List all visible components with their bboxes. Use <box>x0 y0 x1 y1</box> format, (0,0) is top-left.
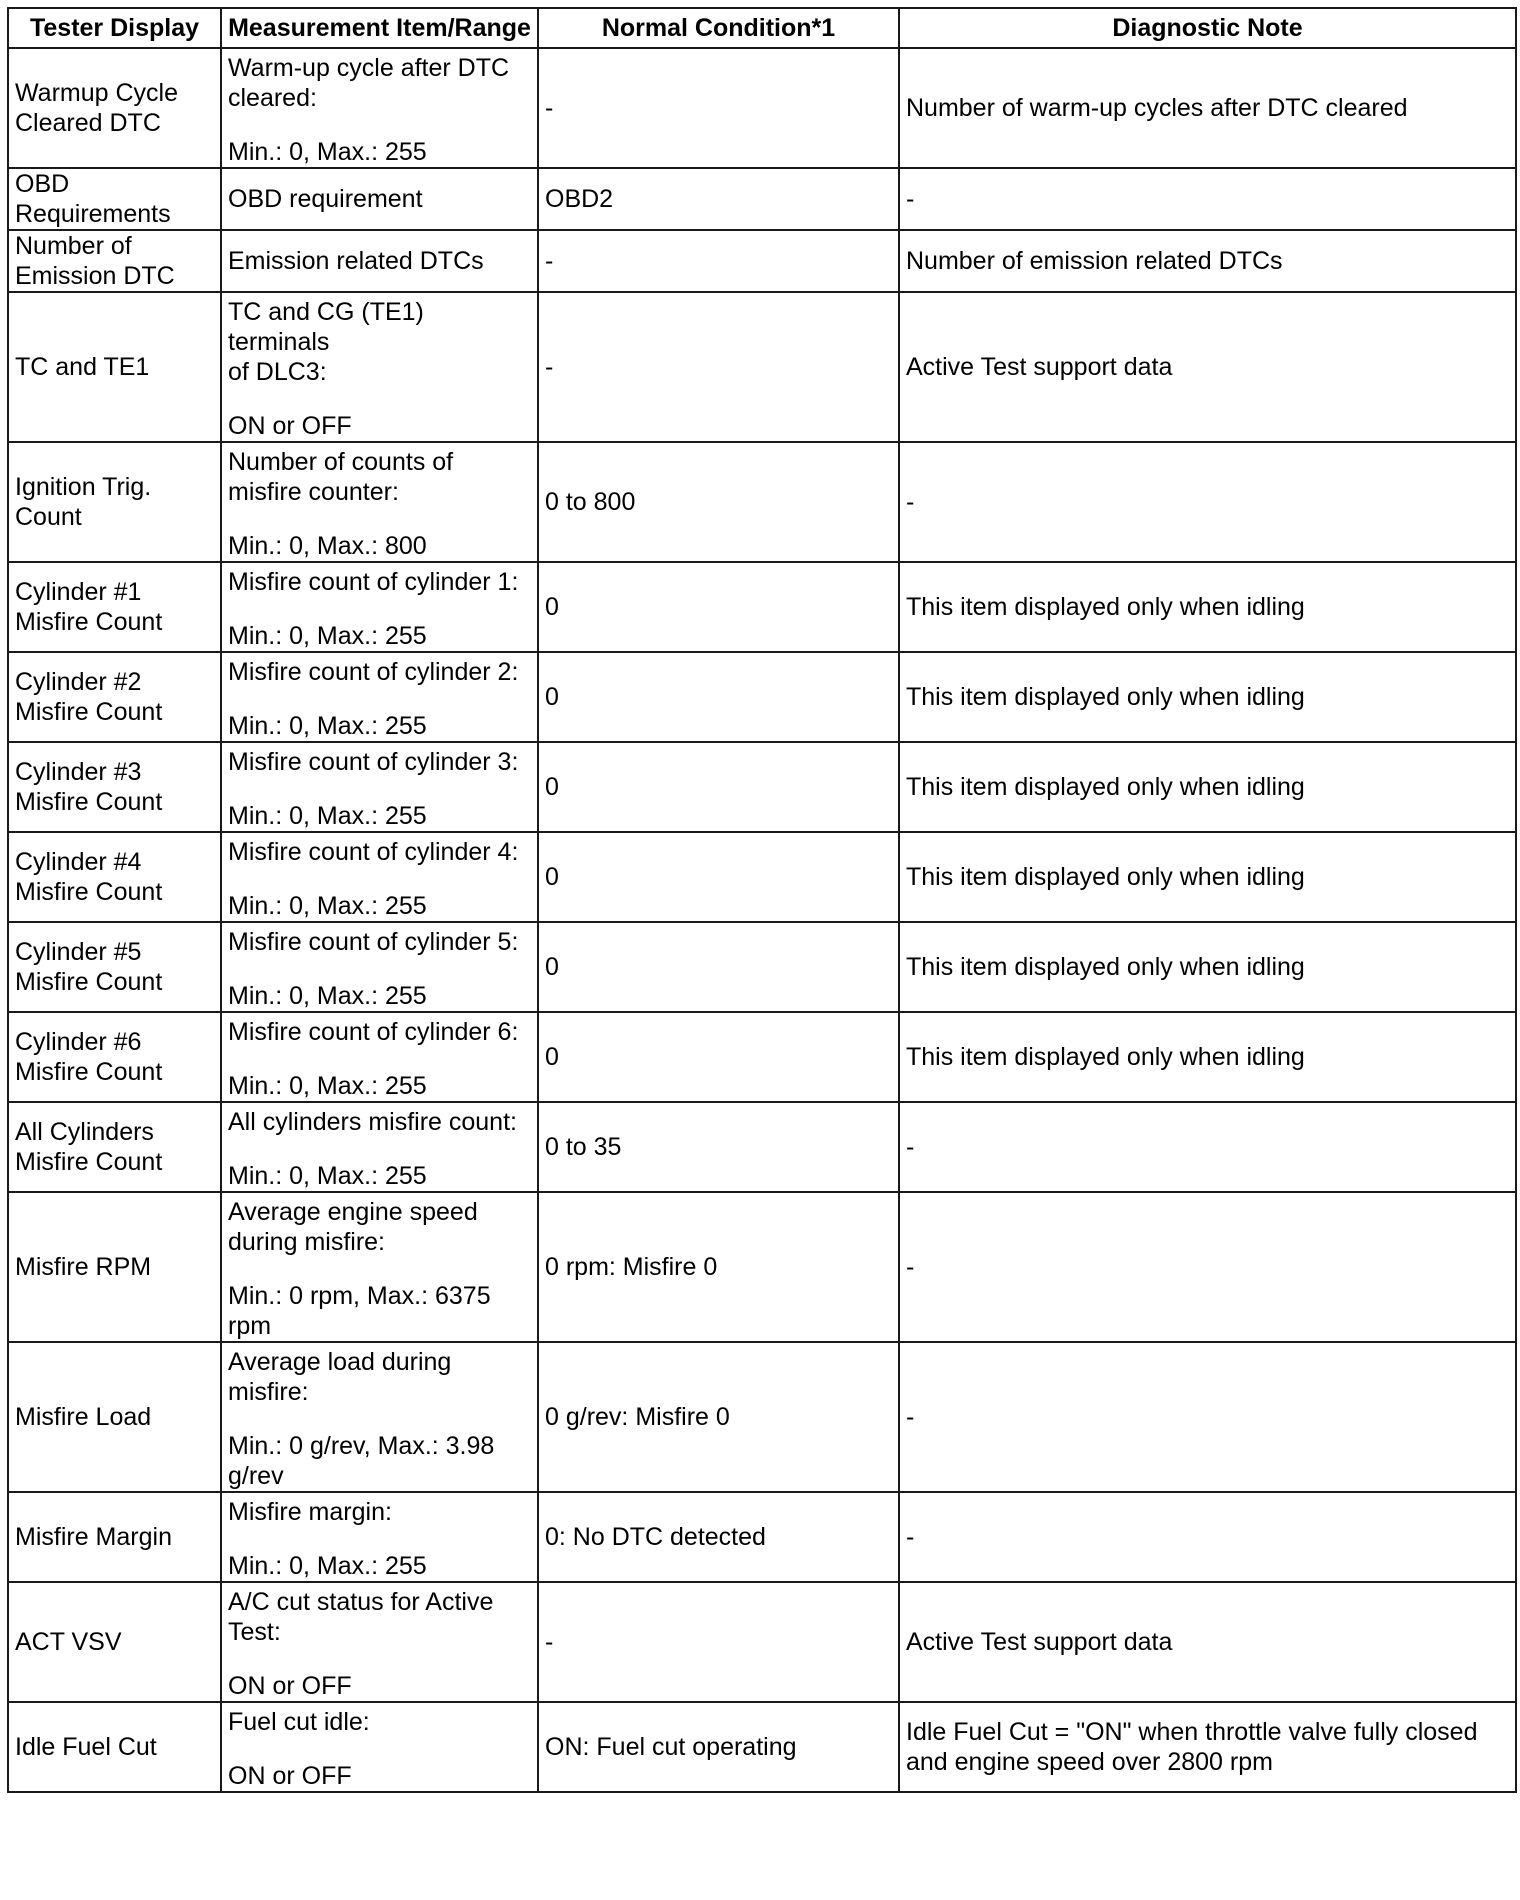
table-body <box>8 48 1516 1792</box>
cell-text-line: This item displayed only when idling <box>906 1043 1305 1071</box>
cell-text-line: OBD requirement <box>228 185 423 213</box>
cell-text-line: misfire: <box>228 1378 309 1406</box>
cell-text-line: This item displayed only when idling <box>906 953 1305 981</box>
cell-text-line: Misfire count of cylinder 6: <box>228 1018 519 1046</box>
cell-measurement-item <box>221 1492 538 1582</box>
cell-normal-condition <box>538 652 899 742</box>
header-diagnostic-note: Diagnostic Note <box>899 8 1516 48</box>
cell-text-line: OBD2 <box>545 185 614 213</box>
cell-text-line: Warm-up cycle after DTC <box>228 54 510 82</box>
cell-text-line: - <box>906 488 915 516</box>
cell-tester-display <box>8 1102 221 1192</box>
cell-tester-display <box>8 292 221 442</box>
cell-text-line: Warmup Cycle <box>15 79 178 107</box>
cell-spacer <box>228 1407 531 1431</box>
cell-diagnostic-note <box>899 442 1516 562</box>
cell-text-line: Emission related DTCs <box>228 247 484 275</box>
cell-tester-display <box>8 832 221 922</box>
table-row <box>8 742 1516 832</box>
cell-text-line: Average load during <box>228 1348 452 1376</box>
cell-measurement-item <box>221 442 538 562</box>
table-row <box>8 48 1516 168</box>
table-row <box>8 652 1516 742</box>
cell-text-line: rpm <box>228 1312 272 1340</box>
cell-text-line: Min.: 0, Max.: 255 <box>228 1072 427 1100</box>
cell-text-line: Misfire count of cylinder 1: <box>228 568 519 596</box>
cell-text-line: - <box>906 185 915 213</box>
table-row <box>8 292 1516 442</box>
cell-spacer <box>228 1137 531 1161</box>
cell-text-line: Count <box>15 503 82 531</box>
cell-normal-condition <box>538 1012 899 1102</box>
cell-text-line: ON or OFF <box>228 412 352 440</box>
cell-tester-display <box>8 442 221 562</box>
cell-measurement-item <box>221 1102 538 1192</box>
cell-text-line: This item displayed only when idling <box>906 683 1305 711</box>
cell-text-line: of DLC3: <box>228 358 327 386</box>
cell-text-line: 0 <box>545 593 559 621</box>
cell-measurement-item <box>221 742 538 832</box>
cell-spacer <box>228 1257 531 1281</box>
cell-normal-condition <box>538 562 899 652</box>
cell-text-line: Idle Fuel Cut <box>15 1733 157 1761</box>
cell-text-line: - <box>906 1523 915 1551</box>
cell-diagnostic-note <box>899 922 1516 1012</box>
cell-normal-condition <box>538 1102 899 1192</box>
table-row <box>8 1192 1516 1342</box>
cell-text-line: Average engine speed <box>228 1198 478 1226</box>
cell-text-line: Min.: 0, Max.: 255 <box>228 982 427 1010</box>
cell-diagnostic-note <box>899 1342 1516 1492</box>
cell-text-line: Cleared DTC <box>15 109 161 137</box>
header-tester-display: Tester Display <box>8 8 221 48</box>
cell-diagnostic-note <box>899 1192 1516 1342</box>
cell-text-line: Cylinder #4 <box>15 848 142 876</box>
cell-diagnostic-note <box>899 1492 1516 1582</box>
cell-spacer <box>228 1647 531 1671</box>
cell-text-line: Cylinder #5 <box>15 938 142 966</box>
cell-measurement-item <box>221 48 538 168</box>
cell-diagnostic-note <box>899 562 1516 652</box>
cell-tester-display <box>8 230 221 292</box>
cell-text-line: Cylinder #2 <box>15 668 142 696</box>
cell-text-line: Misfire count of cylinder 4: <box>228 838 519 866</box>
cell-normal-condition <box>538 230 899 292</box>
cell-normal-condition <box>538 442 899 562</box>
cell-text-line: Idle Fuel Cut = "ON" when throttle valve fully closed <box>906 1718 1478 1746</box>
cell-tester-display <box>8 1702 221 1792</box>
cell-text-line: ON or OFF <box>228 1762 352 1790</box>
cell-text-line: ACT VSV <box>15 1628 122 1656</box>
header-measurement-item: Measurement Item/Range <box>221 8 538 48</box>
cell-tester-display <box>8 922 221 1012</box>
cell-text-line: cleared: <box>228 84 317 112</box>
cell-spacer <box>228 597 531 621</box>
cell-text-line: Misfire RPM <box>15 1253 152 1281</box>
cell-normal-condition <box>538 1342 899 1492</box>
cell-text-line: Min.: 0, Max.: 800 <box>228 532 427 560</box>
cell-text-line: during misfire: <box>228 1228 385 1256</box>
cell-diagnostic-note <box>899 652 1516 742</box>
cell-text-line: This item displayed only when idling <box>906 773 1305 801</box>
cell-text-line: Number of warm-up cycles after DTC cleared <box>906 94 1408 122</box>
cell-text-line: All Cylinders <box>15 1118 154 1146</box>
cell-normal-condition <box>538 292 899 442</box>
cell-measurement-item <box>221 652 538 742</box>
table-row <box>8 1342 1516 1492</box>
cell-text-line: Cylinder #6 <box>15 1028 142 1056</box>
cell-text-line: Min.: 0, Max.: 255 <box>228 138 427 166</box>
cell-text-line: Misfire count of cylinder 3: <box>228 748 519 776</box>
data-list-table <box>7 7 1517 1793</box>
cell-normal-condition <box>538 832 899 922</box>
cell-normal-condition <box>538 742 899 832</box>
cell-tester-display <box>8 168 221 230</box>
cell-normal-condition <box>538 1582 899 1702</box>
cell-spacer <box>228 1527 531 1551</box>
cell-measurement-item <box>221 1702 538 1792</box>
cell-spacer <box>228 387 531 411</box>
cell-text-line: Cylinder #1 <box>15 578 142 606</box>
table-row <box>8 832 1516 922</box>
cell-text-line: 0 g/rev: Misfire 0 <box>545 1403 730 1431</box>
cell-normal-condition <box>538 48 899 168</box>
cell-text-line: Min.: 0 g/rev, Max.: 3.98 <box>228 1432 495 1460</box>
cell-text-line: 0 <box>545 683 559 711</box>
cell-measurement-item <box>221 230 538 292</box>
cell-text-line: 0 to 35 <box>545 1133 622 1161</box>
table-row <box>8 168 1516 230</box>
table-row <box>8 1702 1516 1792</box>
cell-spacer <box>228 1047 531 1071</box>
cell-diagnostic-note <box>899 742 1516 832</box>
cell-diagnostic-note <box>899 292 1516 442</box>
cell-text-line: Misfire Count <box>15 968 163 996</box>
table-row <box>8 230 1516 292</box>
cell-text-line: - <box>906 1133 915 1161</box>
cell-text-line: Misfire Count <box>15 608 163 636</box>
table-row <box>8 1582 1516 1702</box>
cell-text-line: Emission DTC <box>15 262 175 290</box>
cell-normal-condition <box>538 1702 899 1792</box>
cell-text-line: All cylinders misfire count: <box>228 1108 517 1136</box>
cell-tester-display <box>8 1192 221 1342</box>
cell-spacer <box>228 687 531 711</box>
cell-text-line: TC and TE1 <box>15 353 150 381</box>
cell-diagnostic-note <box>899 1102 1516 1192</box>
cell-text-line: Number of <box>15 232 132 260</box>
cell-text-line: Number of emission related DTCs <box>906 247 1283 275</box>
cell-normal-condition <box>538 1492 899 1582</box>
data-list-table-container <box>7 7 1515 1793</box>
cell-text-line: misfire counter: <box>228 478 399 506</box>
cell-measurement-item <box>221 168 538 230</box>
cell-text-line: TC and CG (TE1) terminals <box>228 298 424 356</box>
cell-diagnostic-note <box>899 230 1516 292</box>
cell-spacer <box>228 507 531 531</box>
cell-text-line: Number of counts of <box>228 448 454 476</box>
cell-text-line: 0: No DTC detected <box>545 1523 766 1551</box>
cell-text-line: Min.: 0, Max.: 255 <box>228 622 427 650</box>
cell-text-line: - <box>545 247 554 275</box>
cell-diagnostic-note <box>899 1582 1516 1702</box>
cell-measurement-item <box>221 1192 538 1342</box>
cell-text-line: g/rev <box>228 1462 284 1490</box>
table-row <box>8 1102 1516 1192</box>
cell-normal-condition <box>538 168 899 230</box>
cell-tester-display <box>8 1012 221 1102</box>
cell-text-line: and engine speed over 2800 rpm <box>906 1748 1273 1776</box>
header-row <box>8 8 1516 48</box>
cell-text-line: Active Test support data <box>906 1628 1173 1656</box>
cell-text-line: Cylinder #3 <box>15 758 142 786</box>
cell-tester-display <box>8 562 221 652</box>
cell-measurement-item <box>221 1582 538 1702</box>
cell-tester-display <box>8 1582 221 1702</box>
cell-text-line: - <box>906 1403 915 1431</box>
cell-text-line: ON: Fuel cut operating <box>545 1733 797 1761</box>
cell-normal-condition <box>538 1192 899 1342</box>
cell-tester-display <box>8 1492 221 1582</box>
cell-text-line: 0 <box>545 1043 559 1071</box>
cell-text-line: Misfire Count <box>15 1148 163 1176</box>
cell-text-line: Active Test support data <box>906 353 1173 381</box>
cell-text-line: Misfire Count <box>15 788 163 816</box>
cell-text-line: Misfire Count <box>15 878 163 906</box>
cell-measurement-item <box>221 1342 538 1492</box>
cell-text-line: This item displayed only when idling <box>906 593 1305 621</box>
cell-tester-display <box>8 1342 221 1492</box>
cell-text-line: This item displayed only when idling <box>906 863 1305 891</box>
cell-diagnostic-note <box>899 48 1516 168</box>
cell-tester-display <box>8 652 221 742</box>
cell-text-line: OBD <box>15 170 70 198</box>
header-normal-condition: Normal Condition*1 <box>538 8 899 48</box>
cell-diagnostic-note <box>899 1012 1516 1102</box>
cell-text-line: Misfire Count <box>15 698 163 726</box>
cell-text-line: Min.: 0, Max.: 255 <box>228 802 427 830</box>
cell-text-line: Misfire margin: <box>228 1498 392 1526</box>
cell-text-line: 0 <box>545 773 559 801</box>
cell-text-line: 0 to 800 <box>545 488 636 516</box>
cell-text-line: 0 rpm: Misfire 0 <box>545 1253 718 1281</box>
cell-text-line: ON or OFF <box>228 1672 352 1700</box>
cell-measurement-item <box>221 832 538 922</box>
cell-text-line: - <box>545 353 554 381</box>
cell-text-line: Misfire Load <box>15 1403 152 1431</box>
cell-text-line: - <box>545 1628 554 1656</box>
cell-measurement-item <box>221 292 538 442</box>
cell-text-line: Fuel cut idle: <box>228 1708 370 1736</box>
cell-measurement-item <box>221 922 538 1012</box>
table-row <box>8 922 1516 1012</box>
cell-spacer <box>228 957 531 981</box>
cell-tester-display <box>8 48 221 168</box>
table-row <box>8 1012 1516 1102</box>
cell-text-line: 0 <box>545 953 559 981</box>
cell-text-line: 0 <box>545 863 559 891</box>
cell-tester-display <box>8 742 221 832</box>
table-row <box>8 1492 1516 1582</box>
cell-text-line: Misfire count of cylinder 5: <box>228 928 519 956</box>
cell-text-line: Requirements <box>15 200 171 228</box>
cell-text-line: Min.: 0 rpm, Max.: 6375 <box>228 1282 491 1310</box>
cell-text-line: Min.: 0, Max.: 255 <box>228 892 427 920</box>
cell-measurement-item <box>221 562 538 652</box>
cell-text-line: - <box>906 1253 915 1281</box>
cell-text-line: - <box>545 94 554 122</box>
cell-text-line: A/C cut status for Active <box>228 1588 494 1616</box>
cell-text-line: Min.: 0, Max.: 255 <box>228 1162 427 1190</box>
cell-spacer <box>228 1737 531 1761</box>
cell-text-line: Min.: 0, Max.: 255 <box>228 712 427 740</box>
cell-text-line: Misfire Margin <box>15 1523 172 1551</box>
table-row <box>8 562 1516 652</box>
cell-normal-condition <box>538 922 899 1012</box>
cell-diagnostic-note <box>899 832 1516 922</box>
cell-diagnostic-note <box>899 168 1516 230</box>
cell-measurement-item <box>221 1012 538 1102</box>
table-row <box>8 442 1516 562</box>
cell-text-line: Ignition Trig. <box>15 473 152 501</box>
cell-text-line: Test: <box>228 1618 281 1646</box>
cell-text-line: Misfire count of cylinder 2: <box>228 658 519 686</box>
cell-text-line: Min.: 0, Max.: 255 <box>228 1552 427 1580</box>
cell-diagnostic-note <box>899 1702 1516 1792</box>
cell-spacer <box>228 867 531 891</box>
cell-spacer <box>228 113 531 137</box>
cell-text-line: Misfire Count <box>15 1058 163 1086</box>
cell-spacer <box>228 777 531 801</box>
